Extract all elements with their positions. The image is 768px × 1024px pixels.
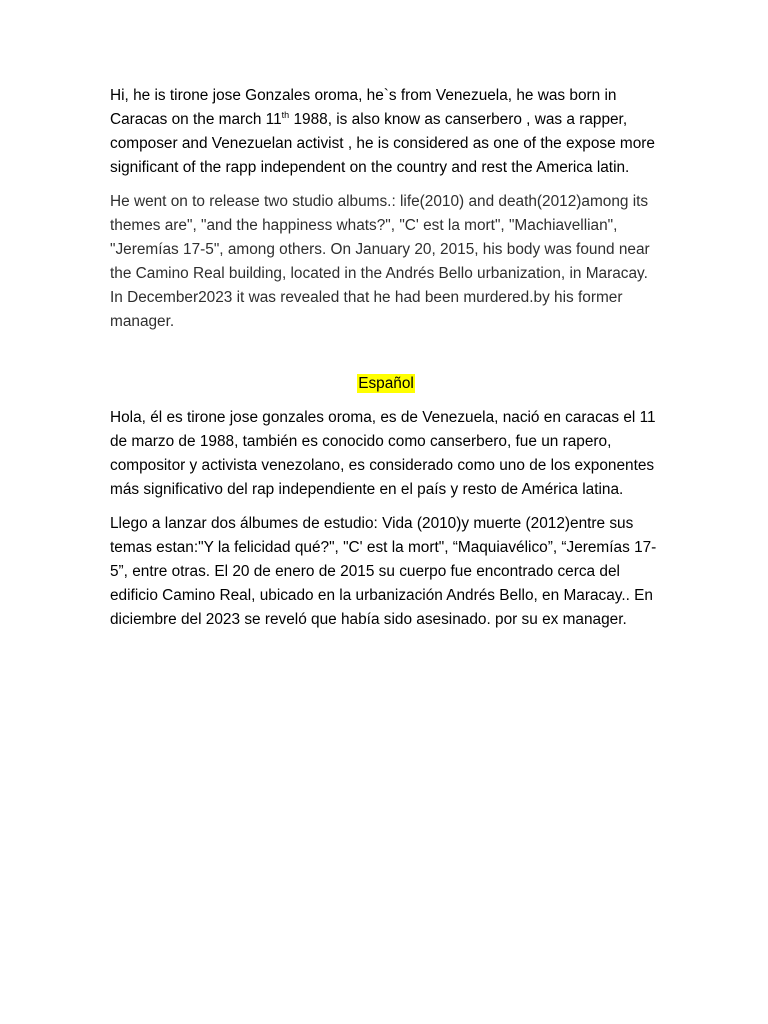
spanish-paragraph-1: Hola, él es tirone jose gonzales oroma, es de Venezuela, nació en caracas el 11 de marzo de 1988, también es conocido como canserbero, fue un rapero, compositor y activista venezolano, es considerado como uno de los exponentes más significativo del rap independiente en el país y resto de América latina. (110, 409, 656, 498)
document-body (110, 84, 662, 642)
english-paragraph-1-text-a: Hi, he is tirone jose Gonzales oroma, he`s from Venezuela, he was born in Caracas on the march 11 (110, 87, 617, 128)
english-paragraph-2: He went on to release two studio albums.: life(2010) and death(2012)among its themes are", "and the happiness whats?", "C' est la mort", "Machiavellian", "Jeremías 17-5", among others. On January 20, 2015, his body was found near the Camino Real building, located in the Andrés Bello urbanization, in Maracay. In December2023 it was revealed that he had been murdered.by his former manager. (110, 193, 650, 330)
english-paragraph-1-text-b: 1988, is also know as canserbero , was a rapper, composer and Venezuelan activist , he is considered as one of the expose more significant of the rapp independent on the country and rest the America latin. (110, 111, 655, 176)
ordinal-superscript: th (281, 109, 290, 120)
english-paragraph-1 (110, 84, 662, 180)
spanish-heading-line (110, 372, 662, 396)
spanish-heading: Español (358, 375, 414, 392)
spanish-paragraph-2: Llego a lanzar dos álbumes de estudio: Vida (2010)y muerte (2012)entre sus temas estan:"Y la felicidad qué?", "C' est la mort", “Maquiavélico”, “Jeremías 17-5”, entre otras. El 20 de enero de 2015 su cuerpo fue encontrado cerca del edificio Camino Real, ubicado en la urbanización Andrés Bello, en Maracay.. En diciembre del 2023 se reveló que había sido asesinado. por su ex manager. (110, 515, 657, 628)
